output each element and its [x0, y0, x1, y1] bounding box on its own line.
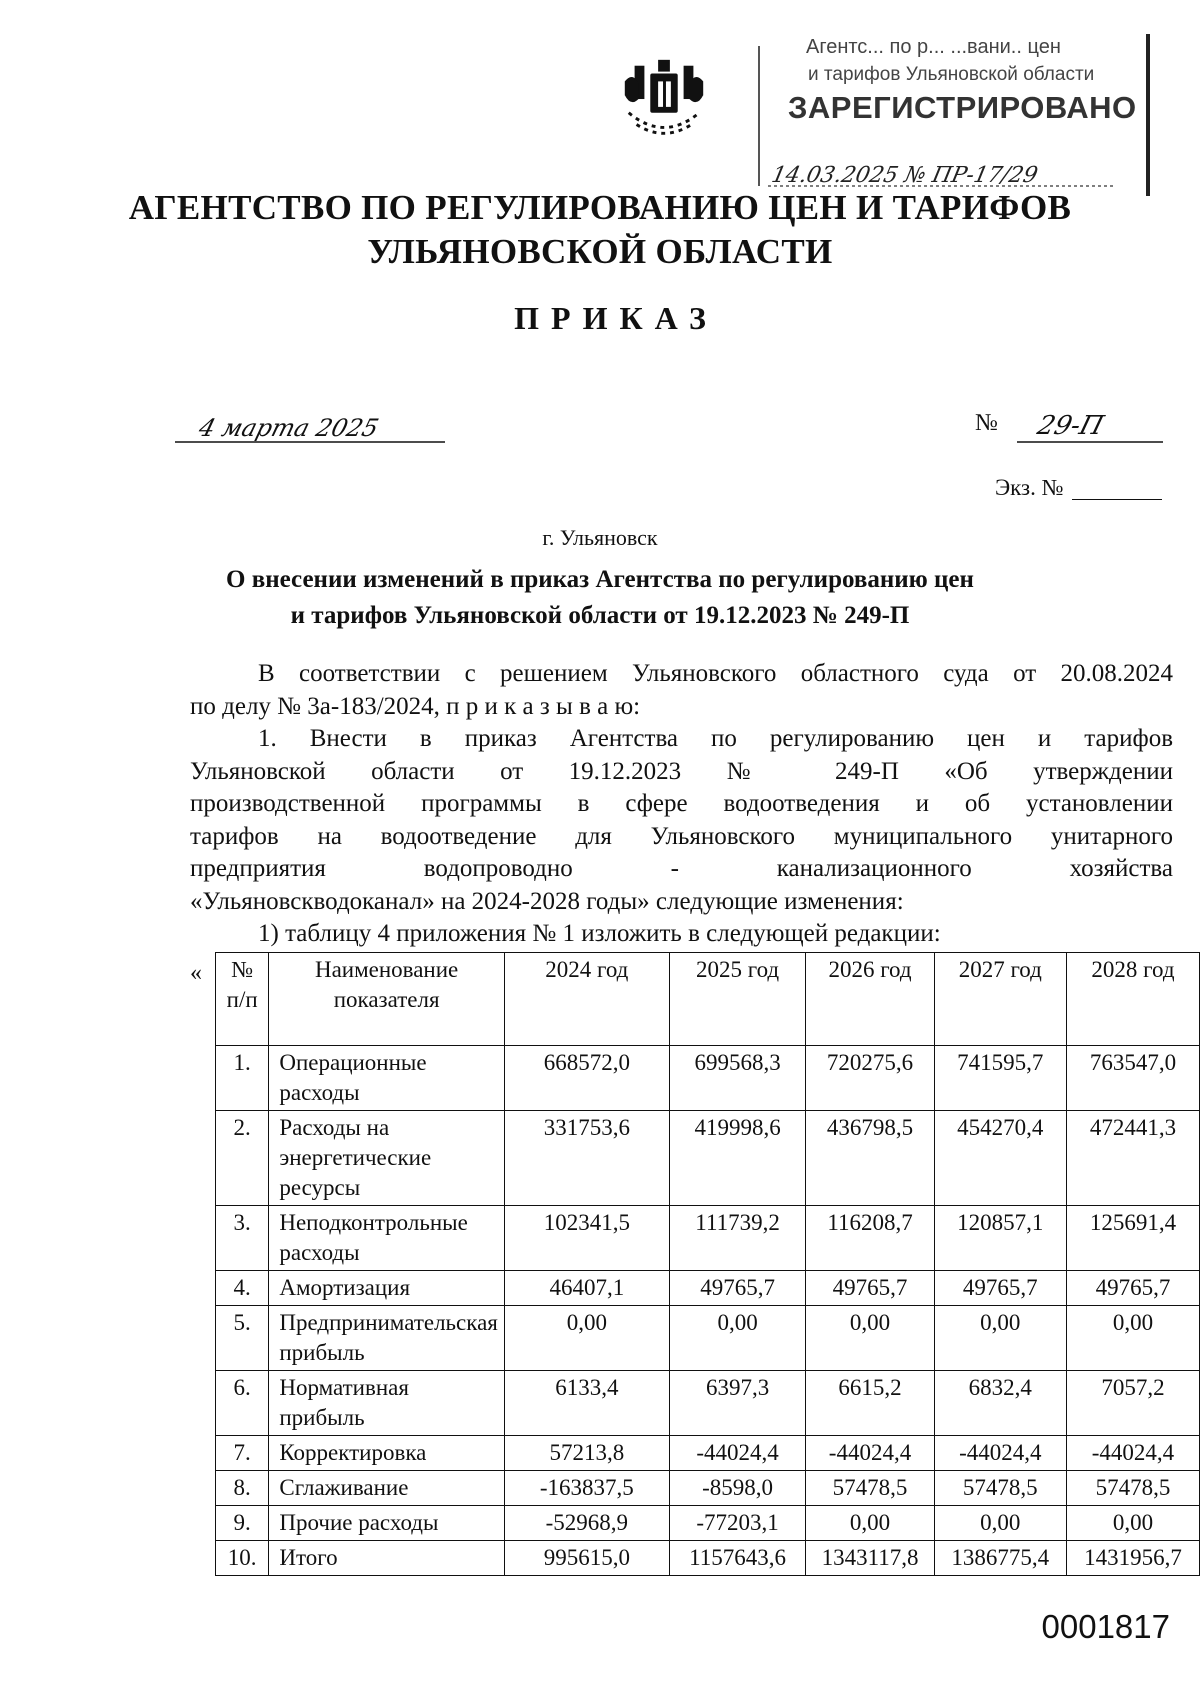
- value-cell: -44024,4: [806, 1436, 934, 1471]
- copy-number-blank: [1072, 499, 1162, 500]
- coat-of-arms-icon: [615, 52, 713, 150]
- value-cell: 49765,7: [1066, 1271, 1199, 1306]
- row-number-cell: 6.: [216, 1371, 269, 1436]
- stamp-right-bracket: [1146, 34, 1150, 196]
- value-cell: 741595,7: [934, 1046, 1066, 1111]
- table-row: [216, 1271, 1200, 1306]
- value-cell: 57478,5: [806, 1471, 934, 1506]
- header-cell: № п/п: [216, 953, 269, 1046]
- value-cell: 763547,0: [1066, 1046, 1199, 1111]
- table-row: [216, 1111, 1200, 1206]
- preamble-line1: В соответствии с решением Ульяновского областного суда от 20.08.2024: [258, 660, 1173, 687]
- value-cell: 0,00: [504, 1306, 669, 1371]
- table-row: [216, 1046, 1200, 1111]
- value-cell: 0,00: [1066, 1306, 1199, 1371]
- sub-item-1: 1) таблицу 4 приложения № 1 изложить в следующей редакции:: [258, 920, 941, 947]
- value-cell: 1157643,6: [669, 1541, 806, 1576]
- value-cell: 6397,3: [669, 1371, 806, 1436]
- city: г. Ульяновск: [542, 525, 658, 550]
- indicator-name-cell: Операционные расходы: [269, 1046, 505, 1111]
- agency-title-line2: УЛЬЯНОВСКОЙ ОБЛАСТИ: [367, 232, 833, 271]
- item-1-line5: предприятия водопроводно - канализационного хозяйства: [190, 855, 1173, 882]
- value-cell: -44024,4: [669, 1436, 806, 1471]
- value-cell: 0,00: [934, 1306, 1066, 1371]
- indicator-name-cell: Предпринимательская прибыль: [269, 1306, 505, 1371]
- copy-number-label: Экз. №: [995, 475, 1064, 500]
- value-cell: 1386775,4: [934, 1541, 1066, 1576]
- indicator-name-cell: Расходы на энергетические ресурсы: [269, 1111, 505, 1206]
- agency-title: [0, 186, 1200, 274]
- value-cell: 1431956,7: [1066, 1541, 1199, 1576]
- indicator-name-cell: Корректировка: [269, 1436, 505, 1471]
- item-1-line4: тарифов на водоотведение для Ульяновского муниципального унитарного: [190, 822, 1173, 850]
- value-cell: 57213,8: [504, 1436, 669, 1471]
- document-type: ПРИКАЗ: [514, 300, 718, 336]
- value-cell: 419998,6: [669, 1111, 806, 1206]
- header-cell: Наименование показателя: [269, 953, 505, 1046]
- preamble-line2: по делу № 3а-183/2024, п р и к а з ы в а ю:: [190, 692, 641, 720]
- value-cell: 6832,4: [934, 1371, 1066, 1436]
- agency-title-line1: АГЕНТСТВО ПО РЕГУЛИРОВАНИЮ ЦЕН И ТАРИФОВ: [128, 188, 1072, 227]
- stamp-agency-line: Агентс... по р... ...вани.. цен: [806, 36, 1061, 58]
- value-cell: -52968,9: [504, 1506, 669, 1541]
- item-1-line2: Ульяновской области от 19.12.2023 № 249-П «Об утверждении: [190, 757, 1173, 785]
- item-1-paragraph: [190, 723, 1173, 918]
- indicator-name-cell: Амортизация: [269, 1271, 505, 1306]
- value-cell: 49765,7: [669, 1271, 806, 1306]
- value-cell: 49765,7: [806, 1271, 934, 1306]
- row-number-cell: 8.: [216, 1471, 269, 1506]
- subject-line1: О внесении изменений в приказ Агентства по регулированию цен: [226, 566, 974, 593]
- value-cell: -163837,5: [504, 1471, 669, 1506]
- table-row: [216, 1506, 1200, 1541]
- value-cell: 6133,4: [504, 1371, 669, 1436]
- value-cell: 454270,4: [934, 1111, 1066, 1206]
- value-cell: 0,00: [806, 1306, 934, 1371]
- value-cell: 120857,1: [934, 1206, 1066, 1271]
- indicator-name-cell: Прочие расходы: [269, 1506, 505, 1541]
- svg-text:4 марта 2025: 4 марта 2025: [195, 413, 382, 442]
- value-cell: 46407,1: [504, 1271, 669, 1306]
- value-cell: 699568,3: [669, 1046, 806, 1111]
- document-serial-number: 0001817: [1041, 1608, 1170, 1645]
- preamble-paragraph: [190, 658, 1173, 723]
- value-cell: 0,00: [934, 1506, 1066, 1541]
- value-cell: 1343117,8: [806, 1541, 934, 1576]
- value-cell: -44024,4: [934, 1436, 1066, 1471]
- indicators-table: [215, 952, 1200, 1576]
- svg-text:14.03.2025 № ПР-17/29: 14.03.2025 № ПР-17/29: [769, 162, 1041, 188]
- row-number-cell: 3.: [216, 1206, 269, 1271]
- svg-text:29-П: 29-П: [1034, 410, 1107, 441]
- table-row: [216, 1371, 1200, 1436]
- order-subject: [0, 562, 1200, 634]
- header-cell: 2024 год: [504, 953, 669, 1046]
- table-header-row: [216, 953, 1200, 1046]
- header-cell: 2025 год: [669, 953, 806, 1046]
- row-number-cell: 10.: [216, 1541, 269, 1576]
- table-row: [216, 1436, 1200, 1471]
- value-cell: 668572,0: [504, 1046, 669, 1111]
- value-cell: 720275,6: [806, 1046, 934, 1111]
- stamp-registered-label: ЗАРЕГИСТРИРОВАНО: [788, 90, 1137, 125]
- value-cell: -44024,4: [1066, 1436, 1199, 1471]
- value-cell: 102341,5: [504, 1206, 669, 1271]
- value-cell: 436798,5: [806, 1111, 934, 1206]
- row-number-cell: 4.: [216, 1271, 269, 1306]
- value-cell: 57478,5: [1066, 1471, 1199, 1506]
- table-row: [216, 1206, 1200, 1271]
- value-cell: 0,00: [1066, 1506, 1199, 1541]
- indicator-name-cell: Нормативная прибыль: [269, 1371, 505, 1436]
- value-cell: 0,00: [669, 1306, 806, 1371]
- item-1-line6: «Ульяновскводоканал» на 2024-2028 годы» следующие изменения:: [190, 887, 904, 915]
- value-cell: -77203,1: [669, 1506, 806, 1541]
- value-cell: 995615,0: [504, 1541, 669, 1576]
- table-row: [216, 1471, 1200, 1506]
- subject-line2: и тарифов Ульяновской области от 19.12.2023 № 249-П: [290, 602, 910, 629]
- value-cell: 472441,3: [1066, 1111, 1199, 1206]
- value-cell: 331753,6: [504, 1111, 669, 1206]
- header-cell: 2026 год: [806, 953, 934, 1046]
- item-1-line3: производственной программы в сфере водоотведения и об установлении: [190, 790, 1173, 817]
- table-row: [216, 1306, 1200, 1371]
- header-cell: 2027 год: [934, 953, 1066, 1046]
- row-number-cell: 5.: [216, 1306, 269, 1371]
- registration-stamp: [758, 28, 1150, 198]
- handwritten-number: [1005, 408, 1165, 448]
- value-cell: -8598,0: [669, 1471, 806, 1506]
- value-cell: 6615,2: [806, 1371, 934, 1436]
- indicator-name-cell: Итого: [269, 1541, 505, 1576]
- table-opening-quote: «: [190, 960, 202, 986]
- item-1-line1: 1. Внести в приказ Агентства по регулированию цен и тарифов: [258, 725, 1173, 752]
- stamp-left-border: [758, 46, 760, 186]
- value-cell: 111739,2: [669, 1206, 806, 1271]
- stamp-region-line: и тарифов Ульяновской области: [808, 64, 1095, 85]
- value-cell: 49765,7: [934, 1271, 1066, 1306]
- row-number-cell: 2.: [216, 1111, 269, 1206]
- value-cell: 125691,4: [1066, 1206, 1199, 1271]
- table-row: [216, 1541, 1200, 1576]
- row-number-cell: 1.: [216, 1046, 269, 1111]
- value-cell: 116208,7: [806, 1206, 934, 1271]
- row-number-cell: 9.: [216, 1506, 269, 1541]
- value-cell: 7057,2: [1066, 1371, 1199, 1436]
- number-label: №: [975, 410, 998, 436]
- indicator-name-cell: Сглаживание: [269, 1471, 505, 1506]
- value-cell: 0,00: [806, 1506, 934, 1541]
- handwritten-date: [175, 408, 485, 448]
- row-number-cell: 7.: [216, 1436, 269, 1471]
- value-cell: 57478,5: [934, 1471, 1066, 1506]
- header-cell: 2028 год: [1066, 953, 1199, 1046]
- indicator-name-cell: Неподконтрольные расходы: [269, 1206, 505, 1271]
